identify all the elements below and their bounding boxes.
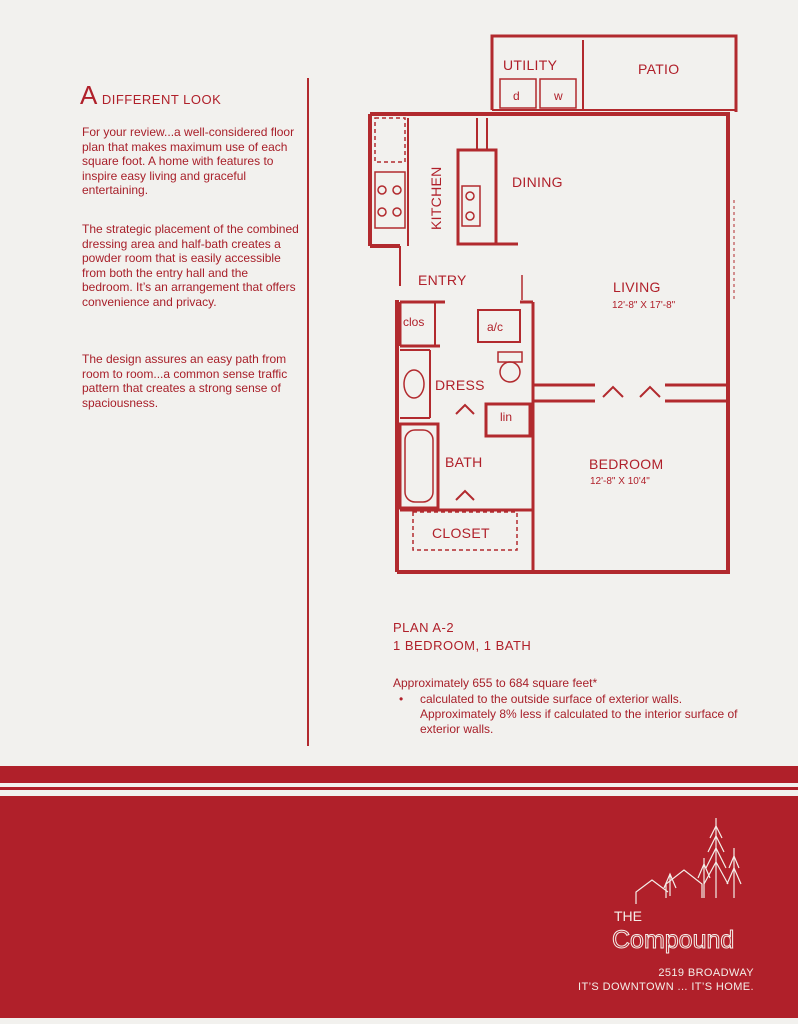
room-closet: CLOSET <box>432 525 490 541</box>
square-footage-note: calculated to the outside surface of exterior walls. Approximately 8% less if calculated to the interior surface of exterior walls. <box>420 692 738 736</box>
footer-address: 2519 BROADWAY <box>658 967 754 979</box>
heading-initial: A <box>80 80 98 110</box>
room-dining: DINING <box>512 174 563 190</box>
room-ac: a/c <box>487 320 504 334</box>
placement-paragraph: The strategic placement of the combined dressing area and half-bath creates a powder room that is easily accessible from both the entry hall and the bedroom. It’s an arrangement that offers convenience and privacy. <box>82 222 299 309</box>
plan-title <box>393 619 531 655</box>
dryer-label: d <box>513 89 520 103</box>
room-lin: lin <box>500 410 513 424</box>
plan-name: PLAN A-2 <box>393 620 455 635</box>
room-entry: ENTRY <box>418 272 467 288</box>
bedroom-dimensions: 12'-8" X 10'4" <box>590 476 650 487</box>
compound-logo <box>606 818 756 958</box>
room-bath: BATH <box>445 454 483 470</box>
room-dress: DRESS <box>435 377 485 393</box>
living-dimensions: 12'-8" X 17'-8" <box>612 300 676 311</box>
square-footage: Approximately 655 to 684 square feet* <box>393 676 598 690</box>
logo-name: Compound <box>612 926 735 954</box>
footer-tagline: IT’S DOWNTOWN ... IT’S HOME. <box>578 981 754 993</box>
washer-label: w <box>554 89 563 103</box>
footer-stripe-thin <box>0 787 798 790</box>
footer-address-block <box>560 966 754 994</box>
room-utility: UTILITY <box>503 57 558 73</box>
room-kitchen: KITCHEN <box>428 166 444 230</box>
heading-text: DIFFERENT LOOK <box>101 92 222 107</box>
room-living: LIVING <box>613 279 661 295</box>
design-paragraph: The design assures an easy path from room to room...a common sense traffic pattern that creates a strong sense of spaciousness. <box>82 352 288 410</box>
bullet-mark: • <box>399 692 404 706</box>
floor-plan-walls <box>370 36 736 572</box>
room-patio: PATIO <box>638 61 680 77</box>
footer-stripe <box>0 766 798 783</box>
room-bedroom: BEDROOM <box>589 456 664 472</box>
logo-the: THE <box>614 908 642 924</box>
room-clos: clos <box>403 315 425 329</box>
plan-type: 1 BEDROOM, 1 BATH <box>393 638 532 653</box>
intro-paragraph: For your review...a well-considered floor plan that makes maximum use of each square foot. A home with features to inspire easy living and graceful entertaining. <box>82 125 295 197</box>
